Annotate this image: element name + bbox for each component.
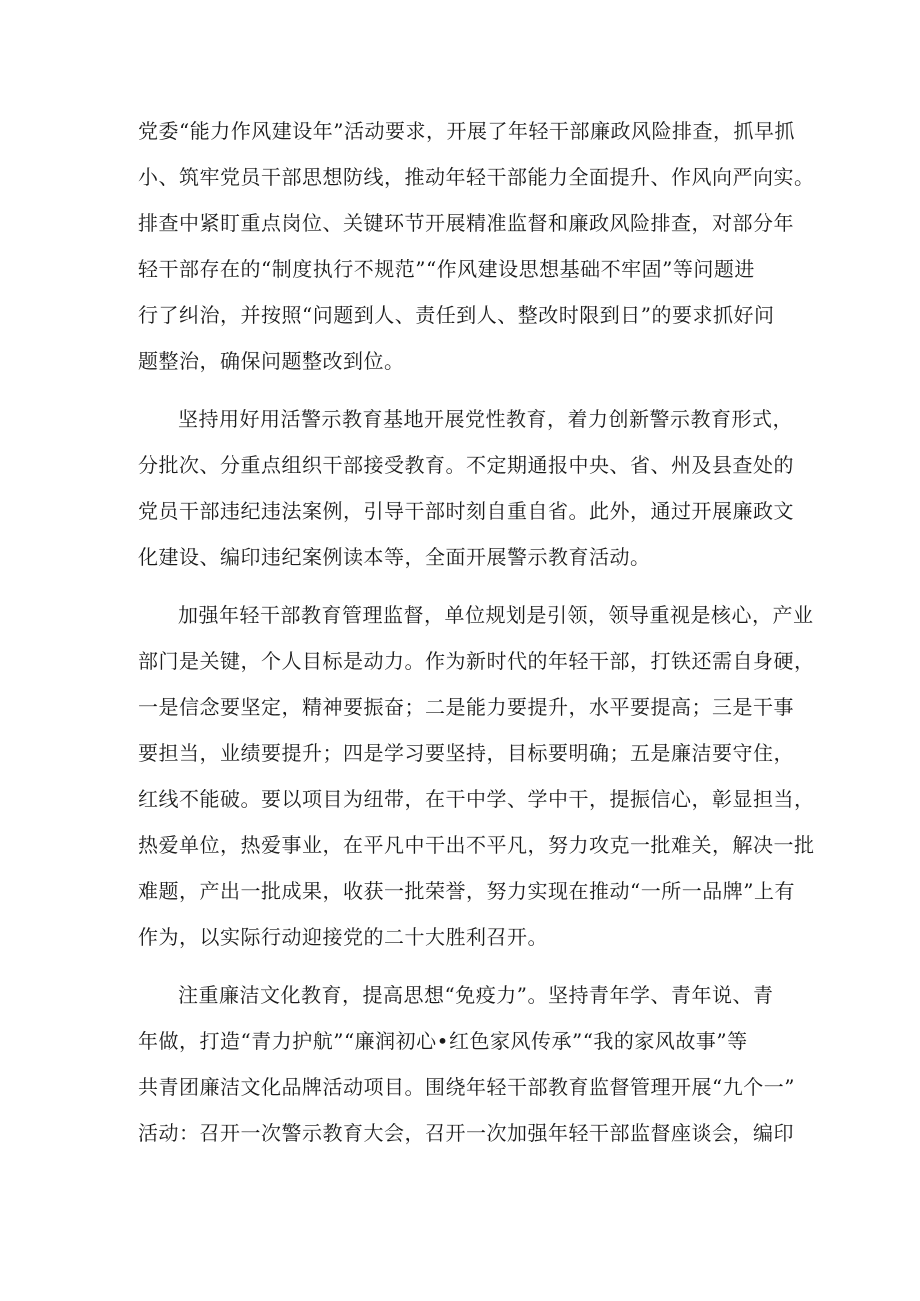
text-line: 轻干部存在的“制度执行不规范”“作风建设思想基础不牢固”等问题进 — [138, 257, 755, 281]
text-line: 年做，打造“青力护航”“廉润初心•红色家风传承”“我的家风故事”等 — [138, 1029, 748, 1053]
text-line: 排查中紧盯重点岗位、关键环节开展精准监督和廉政风险排查，对部分年 — [138, 211, 794, 235]
text-line: 党委“能力作风建设年”活动要求，开展了年轻干部廉政风险排查，抓早抓 — [138, 119, 795, 143]
paragraph-3 — [138, 592, 815, 960]
text-line: 共青团廉洁文化品牌活动项目。围绕年轻干部教育监督管理开展“九个一” — [138, 1075, 795, 1099]
text-line: 要担当，业绩要提升；四是学习要坚持，目标要明确；五是廉洁要守住， — [138, 741, 794, 765]
text-line: 热爱单位，热爱事业，在平凡中干出不平凡，努力攻克一批难关，解决一批 — [138, 833, 815, 857]
text-line: 部门是关键，个人目标是动力。作为新时代的年轻干部，打铁还需自身硬， — [138, 649, 815, 673]
text-line: 作为，以实际行动迎接党的二十大胜利召开。 — [138, 925, 548, 949]
text-line: 化建设、编印违纪案例读本等，全面开展警示教育活动。 — [138, 545, 651, 569]
text-line: 一是信念要坚定，精神要振奋；二是能力要提升，水平要提高；三是干事 — [138, 695, 794, 719]
text-line: 分批次、分重点组织干部接受教育。不定期通报中央、省、州及县查处的 — [138, 453, 794, 477]
paragraph-2 — [138, 396, 798, 580]
paragraph-4 — [138, 972, 798, 1156]
text-line: 红线不能破。要以项目为纽带，在干中学、学中干，提振信心，彰显担当， — [138, 787, 815, 811]
text-line: 党员干部违纪违法案例，引导干部时刻自重自省。此外，通过开展廉政文 — [138, 499, 794, 523]
text-line: 行了纠治，并按照“问题到人、责任到人、整改时限到日”的要求抓好问 — [138, 303, 775, 327]
text-line: 坚持用好用活警示教育基地开展党性教育，着力创新警示教育形式， — [178, 407, 793, 431]
text-line: 题整治，确保问题整改到位。 — [138, 349, 405, 373]
paragraph-1 — [138, 108, 815, 384]
text-line: 注重廉洁文化教育，提高思想“免疫力”。坚持青年学、青年说、青 — [178, 983, 774, 1007]
text-line: 小、筑牢党员干部思想防线，推动年轻干部能力全面提升、作风向严向实。 — [138, 165, 815, 189]
text-line: 难题，产出一批成果，收获一批荣誉，努力实现在推动“一所一品牌”上有 — [138, 879, 795, 903]
text-line: 活动：召开一次警示教育大会，召开一次加强年轻干部监督座谈会，编印 — [138, 1121, 794, 1145]
document-body — [138, 108, 815, 1168]
text-line: 加强年轻干部教育管理监督，单位规划是引领，领导重视是核心，产业 — [178, 603, 814, 627]
